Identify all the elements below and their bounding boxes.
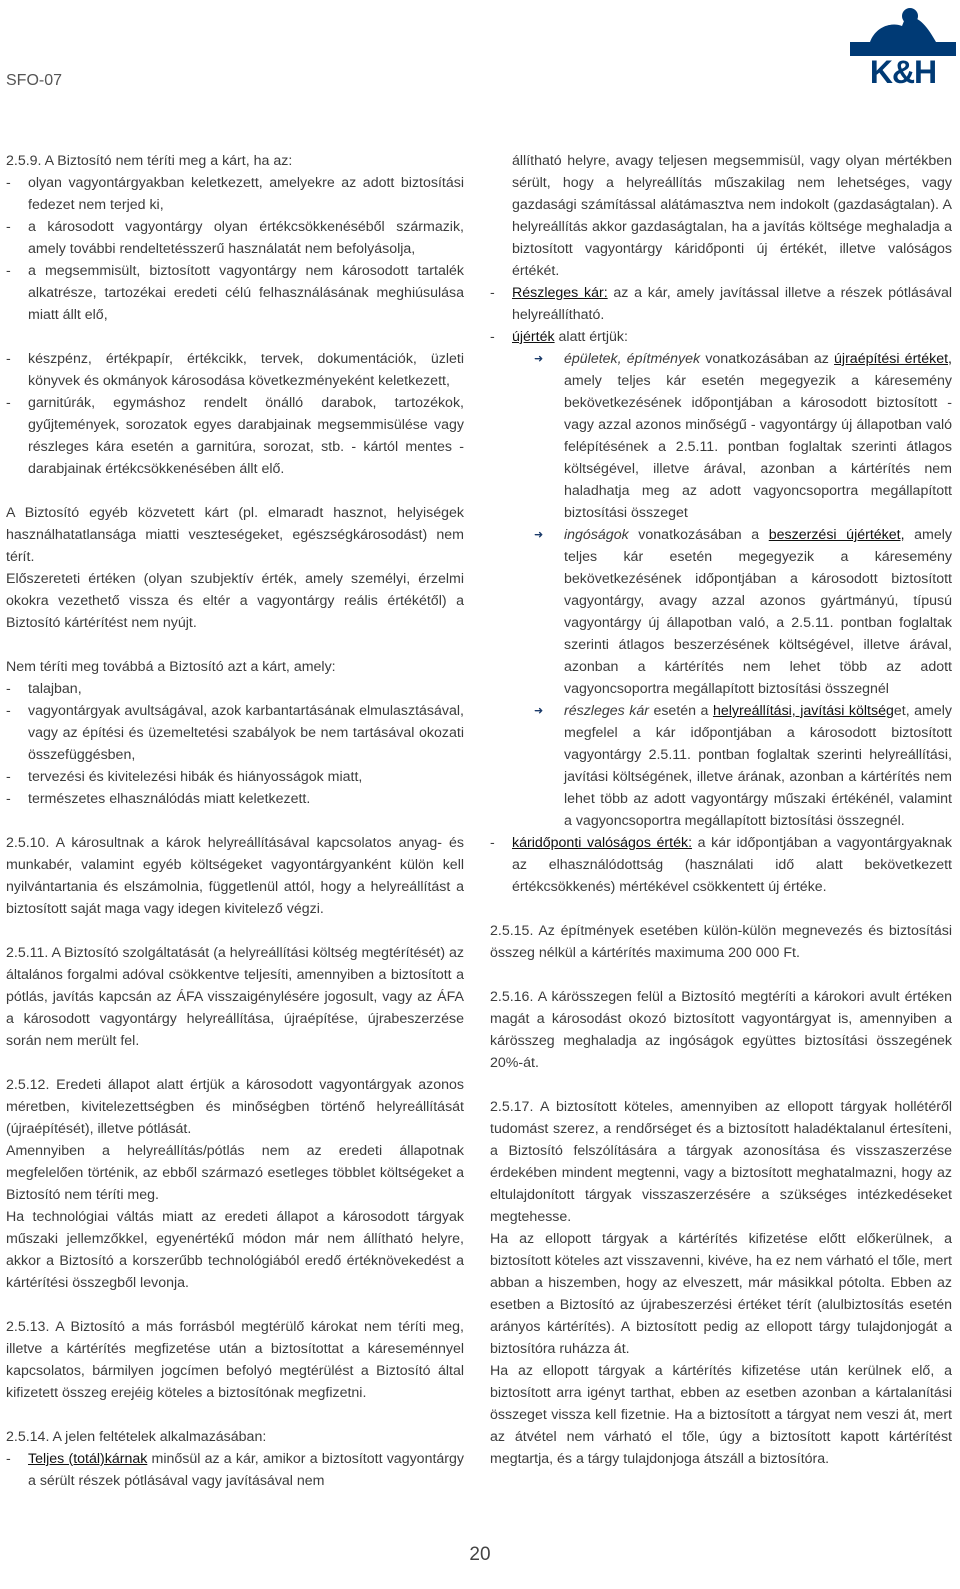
document-code: SFO-07 — [6, 72, 63, 89]
section-2-5-13: 2.5.13. A Biztosító a más forrásból megtérülő károkat nem téríti meg, illetve a kártérítés megfizetése után a biztosítottat a káreseménnyel kapcsolatos, bármilyen jogcímen befolyó megtérülést a Biztosító által kifizetett összeg erejéig köteles a biztosítónak megfizetni. — [6, 1319, 464, 1401]
list-item: - újérték alatt értjük: — [490, 329, 628, 345]
defined-term: helyreállítási, javítási költség — [712, 703, 894, 719]
list-item: - tervezési és kivitelezési hibák és hiányosságok miatt, — [6, 769, 363, 785]
section-2-5-12: 2.5.12. Eredeti állapot alatt értjük a károsodott vagyontárgyak azonos méretben, kivitelezettségben és minőségben történő helyreállítását (újraépítését), illetve pótlását. — [6, 1077, 464, 1137]
kh-emblem-icon — [850, 6, 956, 56]
defined-term: újraépítési értéket, — [834, 351, 952, 367]
page-number: 20 — [469, 1544, 491, 1565]
list-item: - Teljes (totál)kárnak minősül az a kár, amikor a biztosított vagyontárgy a sérült részek pótlásával vagy javításával nem — [6, 1451, 465, 1489]
logo-text: K&H — [869, 54, 937, 90]
list-item: - a károsodott vagyontárgy olyan értékcsökkenéséből származik, amely további rendeltetésszerű használatát nem befolyásolja, — [6, 219, 464, 257]
section-2-5-15: 2.5.15. Az építmények esetében külön-külön megnevezés és biztosítási összeg nélkül a kártérítés maximuma 200 000 Ft. — [490, 923, 952, 961]
list-item: - vagyontárgyak avultságával, azok karbantartásának elmulasztásával, vagy az építési és üzemeltetési szabályok be nem tartásával okozati összefüggésben, — [6, 703, 464, 763]
left-column — [6, 150, 464, 1492]
sentimental-value-paragraph: Előszereteti értéken (olyan szubjektív érték, amely személyi, érzelmi okokra vezethető vissza és eltér a vagyontárgy reális értékétől) a Biztosító kártérítést nem nyújt. — [6, 571, 464, 631]
arrow-list-item: ➜ részleges kár esetén a helyreállítási, javítási költséget, amely megfelel a kár időpontjában a károsodott biztosított vagyontárgy 2.5.11. pontban foglaltak szerinti helyreállítási, javítási költségének, illetve árának, azonban a kártérítés nem lehet több az adott vagyontárgy műszaki értékénél, valamint a vagyoncsoportra megállapított biztosítási összegnél. — [490, 700, 952, 832]
arrow-bullet-icon: ➜ — [534, 353, 544, 365]
section-2-5-14-intro: 2.5.14. A jelen feltételek alkalmazásában: — [6, 1429, 267, 1445]
defined-term: újérték — [512, 329, 555, 345]
arrow-list-item: ➜ épületek, építmények vonatkozásában az újraépítési értéket, amely teljes kár esetén megegyezik a káresemény bekövetkezésének időpontjában a károsodott biztosított - vagy azzal azonos minőségű - vagyontárgy új állapotban való felépítésének a 2.5.11. pontban foglaltak szerinti átlagos költségével, illetve árával, azonban a kártérítés nem haladhatja meg az adott vagyoncsoportra megállapított biztosítási összeget — [490, 348, 952, 524]
defined-term: Teljes (totál)kárnak — [28, 1451, 148, 1467]
section-2-5-9-intro: 2.5.9. A Biztosító nem téríti meg a kárt, ha az: — [6, 153, 293, 169]
list-item: - természetes elhasználódás miatt keletkezett. — [6, 791, 311, 807]
list-item: - olyan vagyontárgyakban keletkezett, amelyekre az adott biztosítási fedezet nem terjed ki, — [6, 175, 464, 213]
exclusions-intro: Nem téríti meg továbbá a Biztosító azt a kárt, amely: — [6, 659, 336, 675]
defined-term: káridőponti valóságos érték: — [512, 835, 693, 851]
list-item: - káridőponti valóságos érték: a kár időpontjában a vagyontárgyaknak az elhasználódottság (használati idő alatt bekövetkezett értékcsökkenés) mértékével csökkentett új értéke. — [490, 835, 952, 895]
defined-term: beszerzési újértéket, — [768, 527, 905, 543]
list-item: - a megsemmisült, biztosított vagyontárgy nem károsodott tartalék alkatrésze, tartozékai eredeti célú felhasználásának meghiúsulása miatt állt elő, — [6, 263, 464, 323]
indirect-damage-paragraph: A Biztosító egyéb közvetett kárt (pl. elmaradt hasznot, helyiségek használhatatlansága miatti veszteségeket, egészségkárosodást) nem térít. — [6, 505, 464, 565]
list-item: - garnitúrák, egymáshoz rendelt önálló darabok, tartozékok, gyűjtemények, sorozatok egyes darabjainak megsemmisülése vagy részleges kára esetén a garnitúra, sorozat, stb. - kártól mentes - darabjainak értékcsökkenésében állt elő. — [6, 395, 464, 477]
section-2-5-17-found-after: Ha az ellopott tárgyak a kártérítés kifizetése után kerülnek elő, a biztosított arra igényt tarthat, ebben az esetben azonban a kártalanítási összeget vissza kell fizetnie. Ha a biztosított a tárgyat nem veszi át, mert az átvétel nem várható el tőle, úgy a biztosított kapott kártérítést megtartja, és a tárgy tulajdonjoga átszáll a biztosítóra. — [490, 1363, 952, 1467]
list-item: - készpénz, értékpapír, értékcikk, tervek, dokumentációk, üzleti könyvek és okmányok károsodása következményeként keletkezett, — [6, 351, 464, 389]
section-2-5-17-found-before: Ha az ellopott tárgyak a kártérítés kifizetése előtt előkerülnek, a biztosított köteles azt visszavenni, kivéve, ha ez nem várható el tőle, mert abban a hiszemben, hogy az elveszett, már másikkal pótolta. Ebben az esetben a Biztosító az újrabeszerzési értéket térít (alulbiztosítás esetén arányos kártérítés). A biztosított pedig az ellopott tárgy tulajdonjogát a biztosítóra ruházza át. — [490, 1231, 952, 1357]
list-item: - talajban, — [6, 681, 82, 697]
list-item: - Részleges kár: az a kár, amely javítással illetve a részek pótlásával helyreállítható. — [490, 285, 952, 323]
section-2-5-10: 2.5.10. A károsultnak a károk helyreállításával kapcsolatos anyag- és munkabér, valamint egyéb költségeket vagyontárgyanként külön kell nyilvántartania és elszámolnia, függetlenül attól, hogy a helyreállítást a biztosított saját maga vagy idegen kivitelező végzi. — [6, 835, 464, 917]
section-2-5-16: 2.5.16. A kárösszegen felül a Biztosító megtéríti a károkori avult értéken magát a károsodást okozó biztosított vagyontárgyat is, amennyiben a kárösszeg meghaladja az ingóságok együttes biztosítási összegének 20%-át. — [490, 989, 952, 1071]
kh-logo — [850, 6, 956, 90]
arrow-list-item: ➜ ingóságok vonatkozásában a beszerzési újértéket, amely teljes kár esetén megegyezik a káresemény bekövetkezésének időpontjában a károsodott biztosított vagyontárgy, avagy azzal azonos gyártmányú, típusú vagyontárgy új állapotban való, a 2.5.11. pontban foglaltak szerinti átlagos beszerzésének költségével, illetve árával, azonban a kártérítés nem lehet több az adott vagyoncsoportra megállapított biztosítási összegnél — [490, 524, 952, 700]
right-column — [490, 150, 952, 1470]
defined-term: Részleges kár: — [512, 285, 608, 301]
section-2-5-11: 2.5.11. A Biztosító szolgáltatását (a helyreállítási költség megtérítését) az általános forgalmi adóval csökkentve teljesíti, amennyiben a biztosított a pótlás, javítás kapcsán az ÁFA visszaigénylésére jogosult, vagy az ÁFA a károsodott vagyontárgy helyreállítása, újraépítése, újrabeszerzése során nem merült fel. — [6, 945, 464, 1049]
section-2-5-17: 2.5.17. A biztosított köteles, amennyiben az ellopott tárgyak hollétéről tudomást szerez, a rendőrséget és a biztosított haladéktalanul értesíteni, a Biztosító felszólítására a tárgyak azonosítása és visszaszerzése érdekében mindent megtenni, vagy a biztosított meghatalmazni, hogy az eltulajdonított tárgyak visszaszerzésére a szükséges intézkedéseket megtehesse. — [490, 1099, 952, 1225]
total-loss-continuation: állítható helyre, avagy teljesen megsemmisül, vagy olyan mértékben sérült, hogy a helyreállítás műszakilag nem lehetséges, vagy gazdasági számítással alátámasztva nem indokolt (gazdaságtalan). A helyreállítás akkor gazdaságtalan, ha a javítás költsége meghaladja a biztosított vagyontárgy káridőponti új értékét, illetve valóságos értékét. — [512, 153, 952, 279]
arrow-bullet-icon: ➜ — [534, 529, 544, 541]
arrow-bullet-icon: ➜ — [534, 705, 544, 717]
section-2-5-12-tech: Ha technológiai váltás miatt az eredeti állapot a károsodott tárgyak műszaki jellemzőkkel, egyenértékű módon már nem állítható helyre, akkor a Biztosító a korszerűbb technológiából eredő értéknövekedést a kártérítési összegből levonja. — [6, 1209, 464, 1291]
section-2-5-12-cont: Amennyiben a helyreállítás/pótlás nem az eredeti állapotnak megfelelően történik, az ebből származó esetleges többlet költségeket a Biztosító nem téríti meg. — [6, 1143, 464, 1203]
